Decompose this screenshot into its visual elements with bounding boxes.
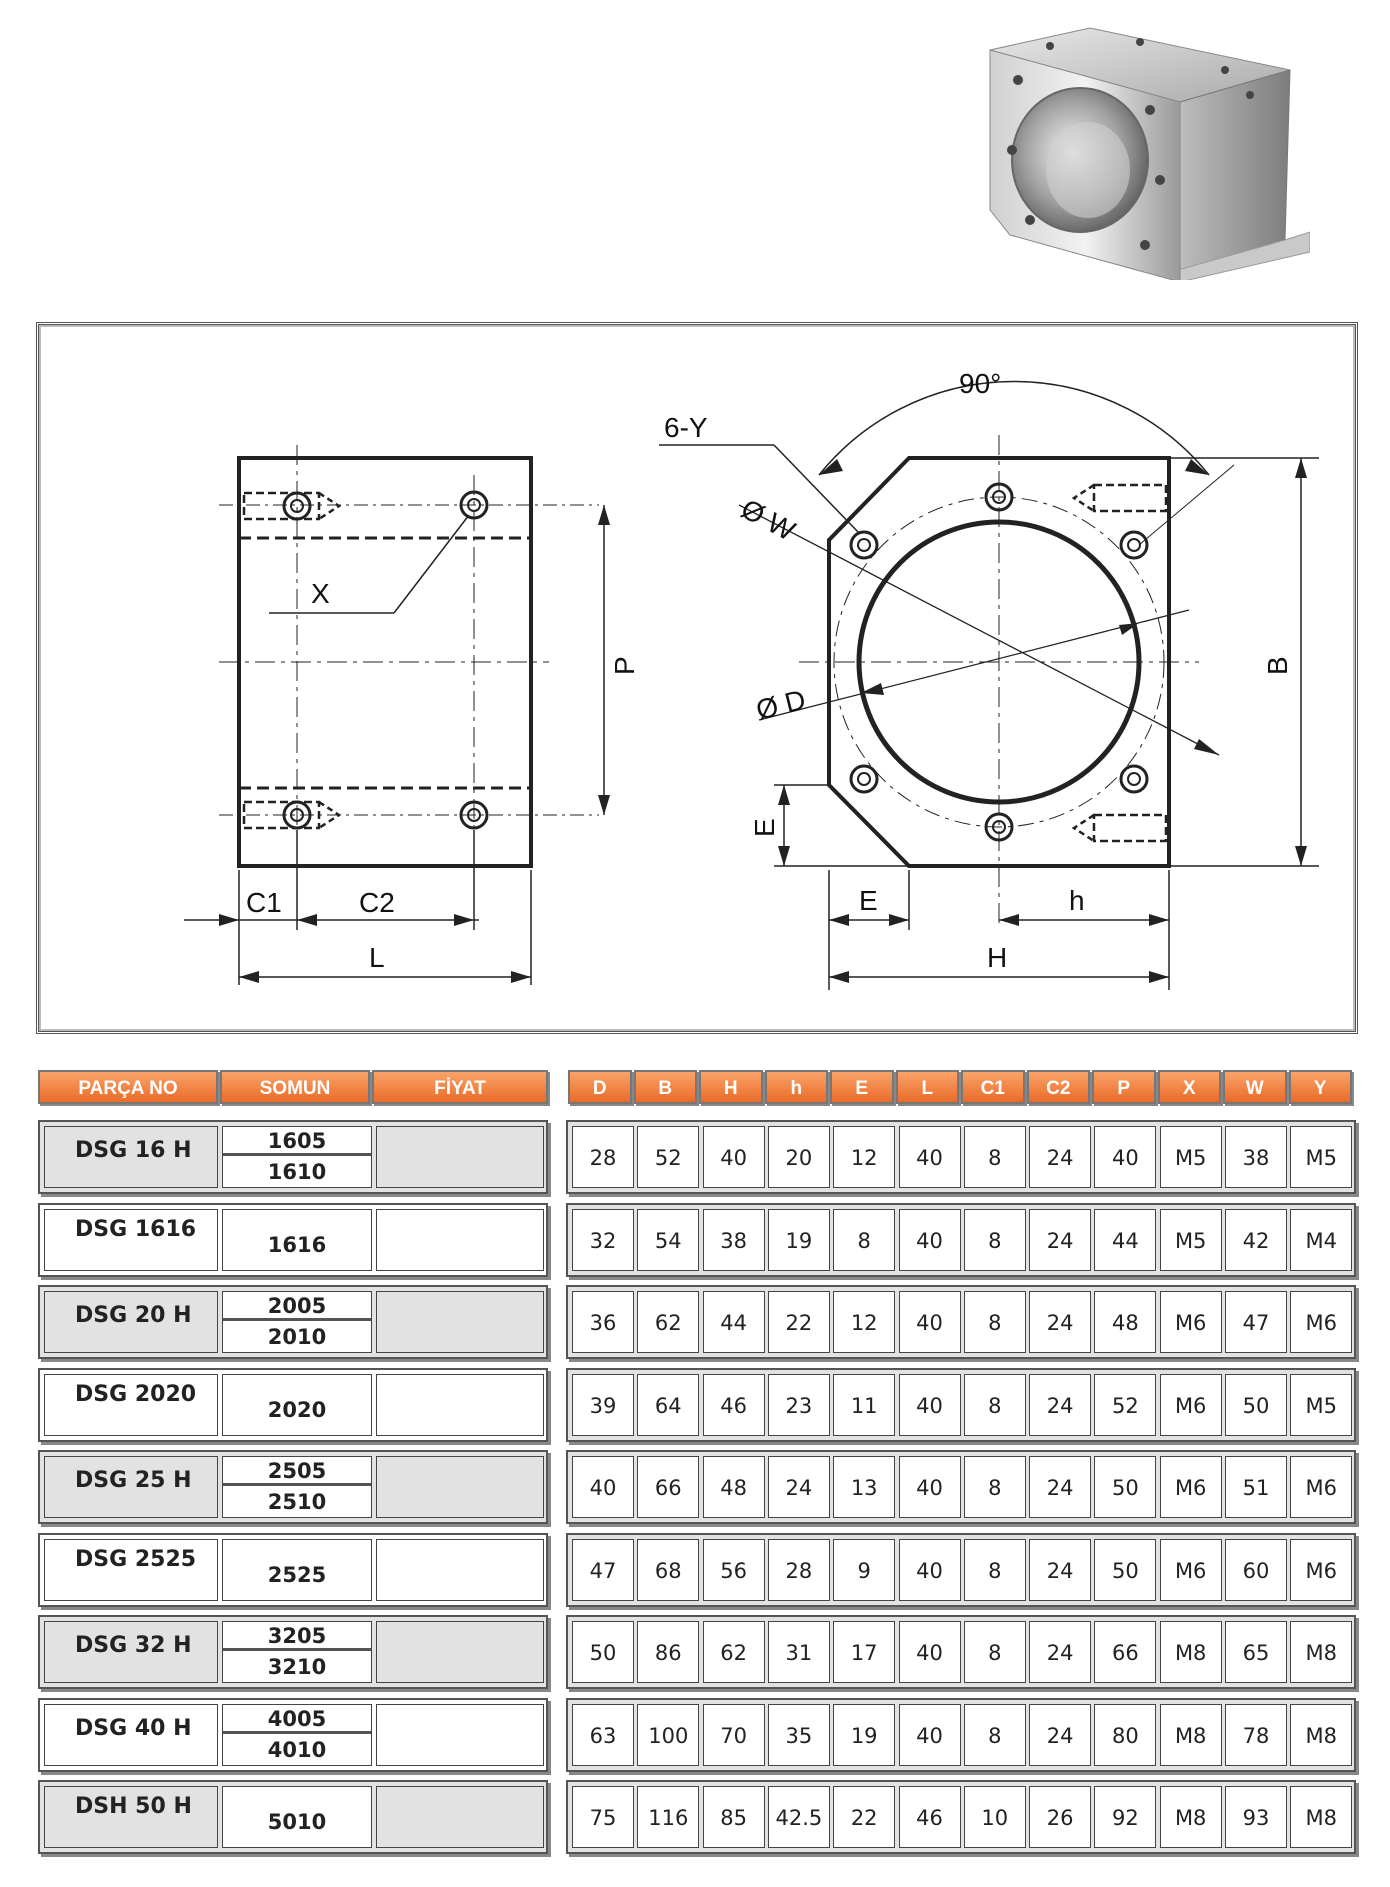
label-x: X [311, 578, 330, 609]
price-cell [376, 1456, 544, 1518]
label-p: P [609, 656, 640, 675]
technical-drawing-frame [36, 322, 1358, 1034]
dimension-cell-h: 31 [768, 1621, 830, 1683]
dimension-cell-h: 22 [768, 1291, 830, 1353]
dimension-cell-w: 47 [1225, 1291, 1287, 1353]
dimension-cell-y: M6 [1290, 1456, 1352, 1518]
label-h-big: H [987, 942, 1008, 973]
dimension-cell-c1: 8 [964, 1291, 1026, 1353]
nut-value: 2010 [267, 1325, 327, 1349]
dimension-cell-h: 20 [768, 1126, 830, 1188]
dimension-cell-h: 19 [768, 1209, 830, 1271]
dimension-cell-h: 48 [703, 1456, 765, 1518]
part-number-cell: DSG 16 H [44, 1126, 218, 1188]
dimension-cell-l: 40 [899, 1126, 961, 1188]
dimension-cell-h: 40 [703, 1126, 765, 1188]
dimension-cell-h: 35 [768, 1704, 830, 1766]
label-l: L [369, 942, 385, 973]
price-cell [376, 1209, 544, 1271]
header-dim-c1: C1 [961, 1070, 1025, 1104]
dimension-cell-x: M5 [1160, 1126, 1222, 1188]
dimension-cell-h: 62 [703, 1621, 765, 1683]
dimension-cell-e: 22 [833, 1786, 895, 1848]
dimension-cell-h: 70 [703, 1704, 765, 1766]
nut-value: 4010 [267, 1737, 327, 1762]
dimension-cell-c2: 24 [1029, 1539, 1091, 1601]
nut-cell [222, 1456, 372, 1518]
nut-cell [222, 1786, 372, 1848]
table-row [38, 1450, 548, 1524]
table-row [38, 1615, 548, 1689]
part-number-cell: DSG 40 H [44, 1704, 218, 1766]
dimension-cell-l: 40 [899, 1539, 961, 1601]
label-h-small: h [1069, 885, 1085, 916]
dimension-cell-y: M8 [1290, 1704, 1352, 1766]
dimension-cell-e: 11 [833, 1374, 895, 1436]
dimension-cell-b: 52 [637, 1126, 699, 1188]
nut-value: 4005 [223, 1705, 371, 1734]
dimension-cell-y: M5 [1290, 1126, 1352, 1188]
dimension-cell-h: 85 [703, 1786, 765, 1848]
part-number-cell: DSG 25 H [44, 1456, 218, 1518]
dimension-cell-c1: 10 [964, 1786, 1026, 1848]
dimension-cell-b: 54 [637, 1209, 699, 1271]
dimension-cell-p: 66 [1094, 1621, 1156, 1683]
dimension-cell-h: 42.5 [768, 1786, 830, 1848]
dimension-cell-h: 28 [768, 1539, 830, 1601]
dimension-row [566, 1533, 1356, 1607]
nut-cell [222, 1704, 372, 1766]
nut-value: 2525 [267, 1562, 327, 1587]
dimension-cell-x: M6 [1160, 1374, 1222, 1436]
dimension-cell-w: 51 [1225, 1456, 1287, 1518]
nut-cell [222, 1126, 372, 1188]
dimension-cell-c1: 8 [964, 1621, 1026, 1683]
dimension-cell-b: 62 [637, 1291, 699, 1353]
label-dia-w: Ø W [736, 492, 801, 547]
price-cell [376, 1539, 544, 1601]
header-dim-p: P [1092, 1070, 1156, 1104]
dimension-cell-p: 44 [1094, 1209, 1156, 1271]
nut-value: 1616 [267, 1232, 327, 1257]
dimension-cell-l: 40 [899, 1621, 961, 1683]
nut-cell [222, 1291, 372, 1353]
dimension-cell-e: 12 [833, 1126, 895, 1188]
dimension-cell-e: 13 [833, 1456, 895, 1518]
dimension-cell-w: 42 [1225, 1209, 1287, 1271]
part-number-cell: DSG 2020 [44, 1374, 218, 1436]
dimension-cell-e: 8 [833, 1209, 895, 1271]
dimension-cell-h: 56 [703, 1539, 765, 1601]
table-row [38, 1120, 548, 1194]
dimension-cell-p: 52 [1094, 1374, 1156, 1436]
table-row [38, 1533, 548, 1607]
dimension-cell-x: M8 [1160, 1786, 1222, 1848]
dimension-cell-c2: 24 [1029, 1291, 1091, 1353]
dimension-cell-p: 40 [1094, 1126, 1156, 1188]
price-cell [376, 1291, 544, 1353]
dimension-cell-c2: 24 [1029, 1704, 1091, 1766]
dimension-cell-d: 32 [572, 1209, 634, 1271]
dimension-row [566, 1450, 1356, 1524]
header-dim-x: X [1158, 1070, 1222, 1104]
dimension-cell-p: 50 [1094, 1539, 1156, 1601]
dimension-cell-p: 80 [1094, 1704, 1156, 1766]
nut-value: 1605 [223, 1127, 371, 1156]
nut-value: 5010 [267, 1810, 327, 1834]
part-number-cell: DSG 2525 [44, 1539, 218, 1601]
table-row [38, 1698, 548, 1772]
dimension-cell-l: 40 [899, 1456, 961, 1518]
dimension-cell-l: 40 [899, 1704, 961, 1766]
price-cell [376, 1374, 544, 1436]
dimension-cell-e: 12 [833, 1291, 895, 1353]
dimension-cell-c2: 24 [1029, 1621, 1091, 1683]
dimension-cell-h: 38 [703, 1209, 765, 1271]
header-price: FİYAT [372, 1070, 548, 1104]
dimension-row [566, 1698, 1356, 1772]
header-dim-y: Y [1289, 1070, 1353, 1104]
dimension-cell-h: 23 [768, 1374, 830, 1436]
dimension-cell-b: 68 [637, 1539, 699, 1601]
table-row [38, 1285, 548, 1359]
price-cell [376, 1126, 544, 1188]
dimension-cell-w: 60 [1225, 1539, 1287, 1601]
dimension-row [566, 1368, 1356, 1442]
dimension-cell-l: 40 [899, 1374, 961, 1436]
dimension-cell-d: 75 [572, 1786, 634, 1848]
nut-value: 1610 [267, 1160, 327, 1184]
dimension-cell-c2: 24 [1029, 1374, 1091, 1436]
dimension-cell-l: 46 [899, 1786, 961, 1848]
dimension-cell-l: 40 [899, 1291, 961, 1353]
dimension-cell-c1: 8 [964, 1539, 1026, 1601]
dimension-cell-b: 86 [637, 1621, 699, 1683]
dimension-row [566, 1120, 1356, 1194]
dimension-cell-d: 36 [572, 1291, 634, 1353]
header-nut: SOMUN [220, 1070, 370, 1104]
table-row [38, 1368, 548, 1442]
dimension-cell-w: 93 [1225, 1786, 1287, 1848]
dimension-row [566, 1285, 1356, 1359]
header-dim-h: H [699, 1070, 763, 1104]
dimension-cell-e: 17 [833, 1621, 895, 1683]
dimension-cell-x: M6 [1160, 1456, 1222, 1518]
dimension-cell-l: 40 [899, 1209, 961, 1271]
nut-value: 2020 [267, 1397, 327, 1422]
label-e-side: E [749, 818, 780, 837]
dimension-row [566, 1203, 1356, 1277]
dimension-cell-c2: 26 [1029, 1786, 1091, 1848]
dimension-cell-x: M8 [1160, 1621, 1222, 1683]
label-dia-d: Ø D [752, 683, 809, 726]
nut-cell [222, 1374, 372, 1436]
nut-value: 3210 [267, 1655, 327, 1679]
dimension-cell-w: 65 [1225, 1621, 1287, 1683]
dimension-cell-b: 64 [637, 1374, 699, 1436]
dimension-cell-c2: 24 [1029, 1126, 1091, 1188]
dimension-cell-d: 47 [572, 1539, 634, 1601]
header-dim-w: W [1223, 1070, 1287, 1104]
label-c2: C2 [359, 887, 395, 918]
dimension-row [566, 1780, 1356, 1854]
dimension-cell-x: M6 [1160, 1539, 1222, 1601]
nut-cell [222, 1209, 372, 1271]
table-row [38, 1780, 548, 1854]
dimension-cell-c1: 8 [964, 1126, 1026, 1188]
dimension-cell-c2: 24 [1029, 1456, 1091, 1518]
nut-cell [222, 1621, 372, 1683]
header-dim-e: E [830, 1070, 894, 1104]
dimension-cell-p: 92 [1094, 1786, 1156, 1848]
header-part-no: PARÇA NO [38, 1070, 218, 1104]
label-b: B [1262, 656, 1293, 675]
dimension-cell-e: 19 [833, 1704, 895, 1766]
price-cell [376, 1621, 544, 1683]
header-dim-h: h [765, 1070, 829, 1104]
part-number-cell: DSG 1616 [44, 1209, 218, 1271]
dimension-cell-d: 28 [572, 1126, 634, 1188]
part-number-cell: DSG 32 H [44, 1621, 218, 1683]
dimension-row [566, 1615, 1356, 1689]
price-cell [376, 1704, 544, 1766]
dimension-cell-w: 78 [1225, 1704, 1287, 1766]
dimension-cell-y: M4 [1290, 1209, 1352, 1271]
dimension-cell-w: 38 [1225, 1126, 1287, 1188]
product-photo [980, 20, 1310, 280]
part-number-cell: DSG 20 H [44, 1291, 218, 1353]
price-cell [376, 1786, 544, 1848]
table-row [38, 1203, 548, 1277]
header-dim-d: D [568, 1070, 632, 1104]
dimension-cell-y: M6 [1290, 1291, 1352, 1353]
dimension-cell-w: 50 [1225, 1374, 1287, 1436]
part-number-cell: DSH 50 H [44, 1786, 218, 1848]
dimension-cell-c1: 8 [964, 1456, 1026, 1518]
dimension-cell-y: M8 [1290, 1621, 1352, 1683]
dimension-cell-d: 63 [572, 1704, 634, 1766]
dimension-cell-x: M8 [1160, 1704, 1222, 1766]
nut-value: 2510 [267, 1490, 327, 1514]
dimension-cell-x: M6 [1160, 1291, 1222, 1353]
header-dim-c2: C2 [1027, 1070, 1091, 1104]
nut-value: 3205 [223, 1622, 371, 1651]
dimension-cell-b: 100 [637, 1704, 699, 1766]
nut-cell [222, 1539, 372, 1601]
label-6y: 6-Y [664, 412, 708, 443]
dimension-cell-h: 46 [703, 1374, 765, 1436]
header-dim-b: B [634, 1070, 698, 1104]
dimension-cell-c1: 8 [964, 1374, 1026, 1436]
dimension-cell-h: 24 [768, 1456, 830, 1518]
label-angle: 90° [959, 368, 1002, 399]
dimension-cell-d: 39 [572, 1374, 634, 1436]
dimension-cell-c1: 8 [964, 1209, 1026, 1271]
nut-value: 2505 [223, 1457, 371, 1486]
dimension-cell-b: 116 [637, 1786, 699, 1848]
technical-drawing [39, 325, 1361, 1037]
dimension-cell-p: 48 [1094, 1291, 1156, 1353]
dimension-cell-y: M6 [1290, 1539, 1352, 1601]
dimension-cell-d: 50 [572, 1621, 634, 1683]
dimension-cell-x: M5 [1160, 1209, 1222, 1271]
dimension-cell-c1: 8 [964, 1704, 1026, 1766]
nut-value: 2005 [223, 1292, 371, 1321]
header-dim-l: L [896, 1070, 960, 1104]
label-e-bottom: E [859, 885, 878, 916]
dimension-cell-y: M5 [1290, 1374, 1352, 1436]
dimension-cell-e: 9 [833, 1539, 895, 1601]
dimension-cell-h: 44 [703, 1291, 765, 1353]
dimension-cell-b: 66 [637, 1456, 699, 1518]
dimension-cell-y: M8 [1290, 1786, 1352, 1848]
dimension-cell-c2: 24 [1029, 1209, 1091, 1271]
dimension-cell-p: 50 [1094, 1456, 1156, 1518]
dimension-cell-d: 40 [572, 1456, 634, 1518]
label-c1: C1 [246, 887, 282, 918]
